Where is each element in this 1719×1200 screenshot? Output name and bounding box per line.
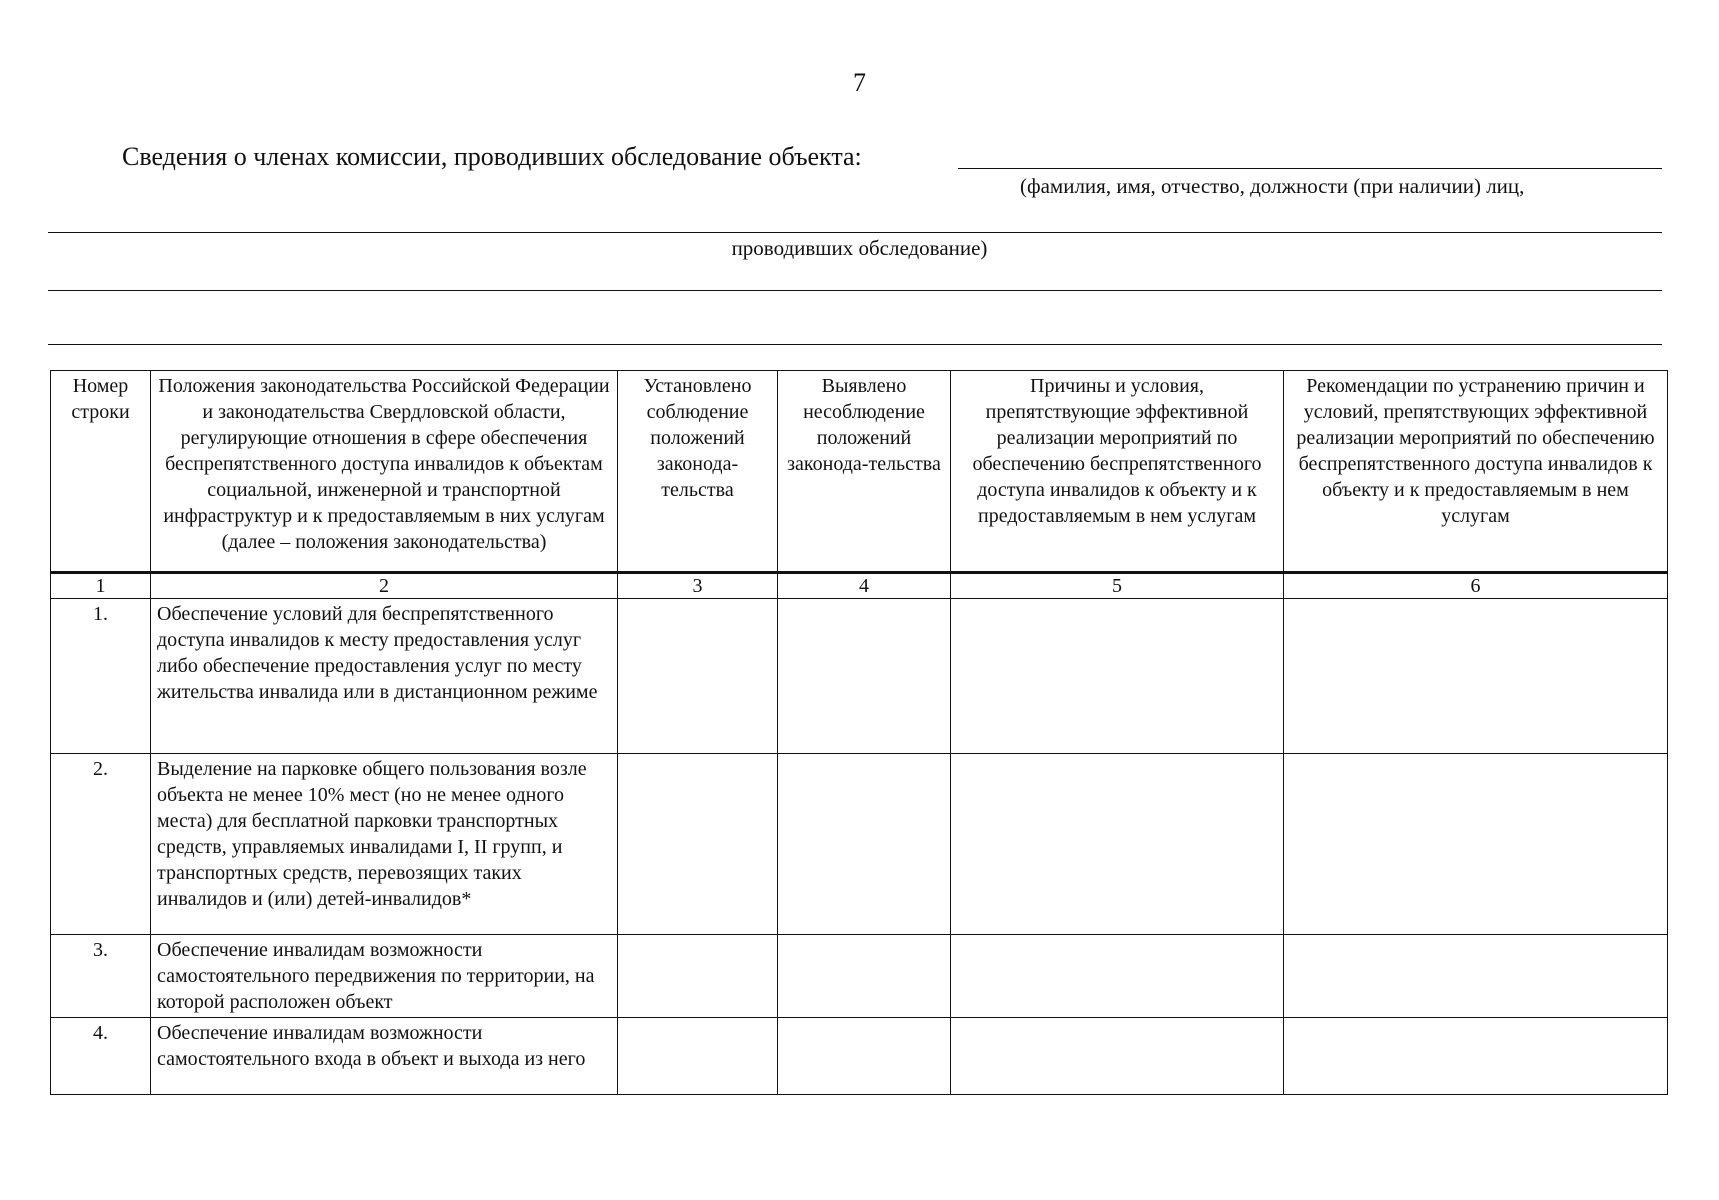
table-row <box>51 599 1668 754</box>
recommendations-cell[interactable] <box>1284 935 1668 1018</box>
reasons-cell[interactable] <box>951 599 1284 754</box>
header-noncompliance-found: Выявлено несоблюдение положений законода-тельства <box>778 371 951 573</box>
column-number: 6 <box>1284 573 1668 599</box>
reasons-cell[interactable] <box>951 935 1284 1018</box>
header-row-number: Номер строки <box>51 371 151 573</box>
noncompliance-cell[interactable] <box>778 1018 951 1095</box>
noncompliance-cell[interactable] <box>778 599 951 754</box>
legislation-provision: Обеспечение инвалидам возможности самостоятельного передвижения по территории, на которой расположен объект <box>151 935 618 1018</box>
commission-members-field-line-2[interactable] <box>48 232 1662 233</box>
row-number: 4. <box>51 1018 151 1095</box>
table-row <box>51 754 1668 935</box>
reasons-cell[interactable] <box>951 1018 1284 1095</box>
commission-members-field[interactable] <box>958 168 1662 169</box>
page-number: 7 <box>853 68 866 97</box>
column-number: 4 <box>778 573 951 599</box>
legislation-provision: Выделение на парковке общего пользования возле объекта не менее 10% мест (но не менее одного места) для бесплатной парковки транспортных средств, управляемых инвалидами I, II групп, и транспортных средств, перевозящих таких инвалидов и (или) детей-инвалидов* <box>151 754 618 935</box>
header-reasons-conditions: Причины и условия, препятствующие эффективной реализации мероприятий по обеспечению беспрепятственного доступа инвалидов к объекту и к предоставляемым в нем услугам <box>951 371 1284 573</box>
commission-heading: Сведения о членах комиссии, проводивших обследование объекта: <box>122 142 862 171</box>
survey-table <box>50 370 1668 1095</box>
column-number: 2 <box>151 573 618 599</box>
header-compliance-established: Установлено соблюдение положений законода-тельства <box>618 371 778 573</box>
table-header-row <box>51 371 1668 573</box>
field-hint-line-1: (фамилия, имя, отчество, должности (при наличии) лиц, <box>1020 174 1525 198</box>
commission-members-field-line-3[interactable] <box>48 290 1662 291</box>
recommendations-cell[interactable] <box>1284 754 1668 935</box>
compliance-cell[interactable] <box>618 935 778 1018</box>
legislation-provision: Обеспечение инвалидам возможности самостоятельного входа в объект и выхода из него <box>151 1018 618 1095</box>
compliance-cell[interactable] <box>618 1018 778 1095</box>
compliance-cell[interactable] <box>618 599 778 754</box>
legislation-provision: Обеспечение условий для беспрепятственного доступа инвалидов к месту предоставления услуг либо обеспечение предоставления услуг по месту жительства инвалида или в дистанционном режиме <box>151 599 618 754</box>
row-number: 2. <box>51 754 151 935</box>
compliance-cell[interactable] <box>618 754 778 935</box>
column-number: 5 <box>951 573 1284 599</box>
table-row <box>51 935 1668 1018</box>
row-number: 3. <box>51 935 151 1018</box>
recommendations-cell[interactable] <box>1284 599 1668 754</box>
column-number: 1 <box>51 573 151 599</box>
row-number: 1. <box>51 599 151 754</box>
reasons-cell[interactable] <box>951 754 1284 935</box>
field-hint-line-2: проводивших обследование) <box>731 236 988 260</box>
noncompliance-cell[interactable] <box>778 754 951 935</box>
column-numbers-row <box>51 573 1668 599</box>
noncompliance-cell[interactable] <box>778 935 951 1018</box>
table-row <box>51 1018 1668 1095</box>
column-number: 3 <box>618 573 778 599</box>
commission-members-field-line-4[interactable] <box>48 344 1662 345</box>
header-recommendations: Рекомендации по устранению причин и условий, препятствующих эффективной реализации мероприятий по обеспечению беспрепятственного доступа инвалидов к объекту и к предоставляемым в нем услугам <box>1284 371 1668 573</box>
header-legislation-provisions: Положения законодательства Российской Федерации и законодательства Свердловской области, регулирующие отношения в сфере обеспечения беспрепятственного доступа инвалидов к объектам социальной, инженерной и транспортной инфраструктур и к предоставляемым в них услугам (далее – положения законодательства) <box>151 371 618 573</box>
recommendations-cell[interactable] <box>1284 1018 1668 1095</box>
